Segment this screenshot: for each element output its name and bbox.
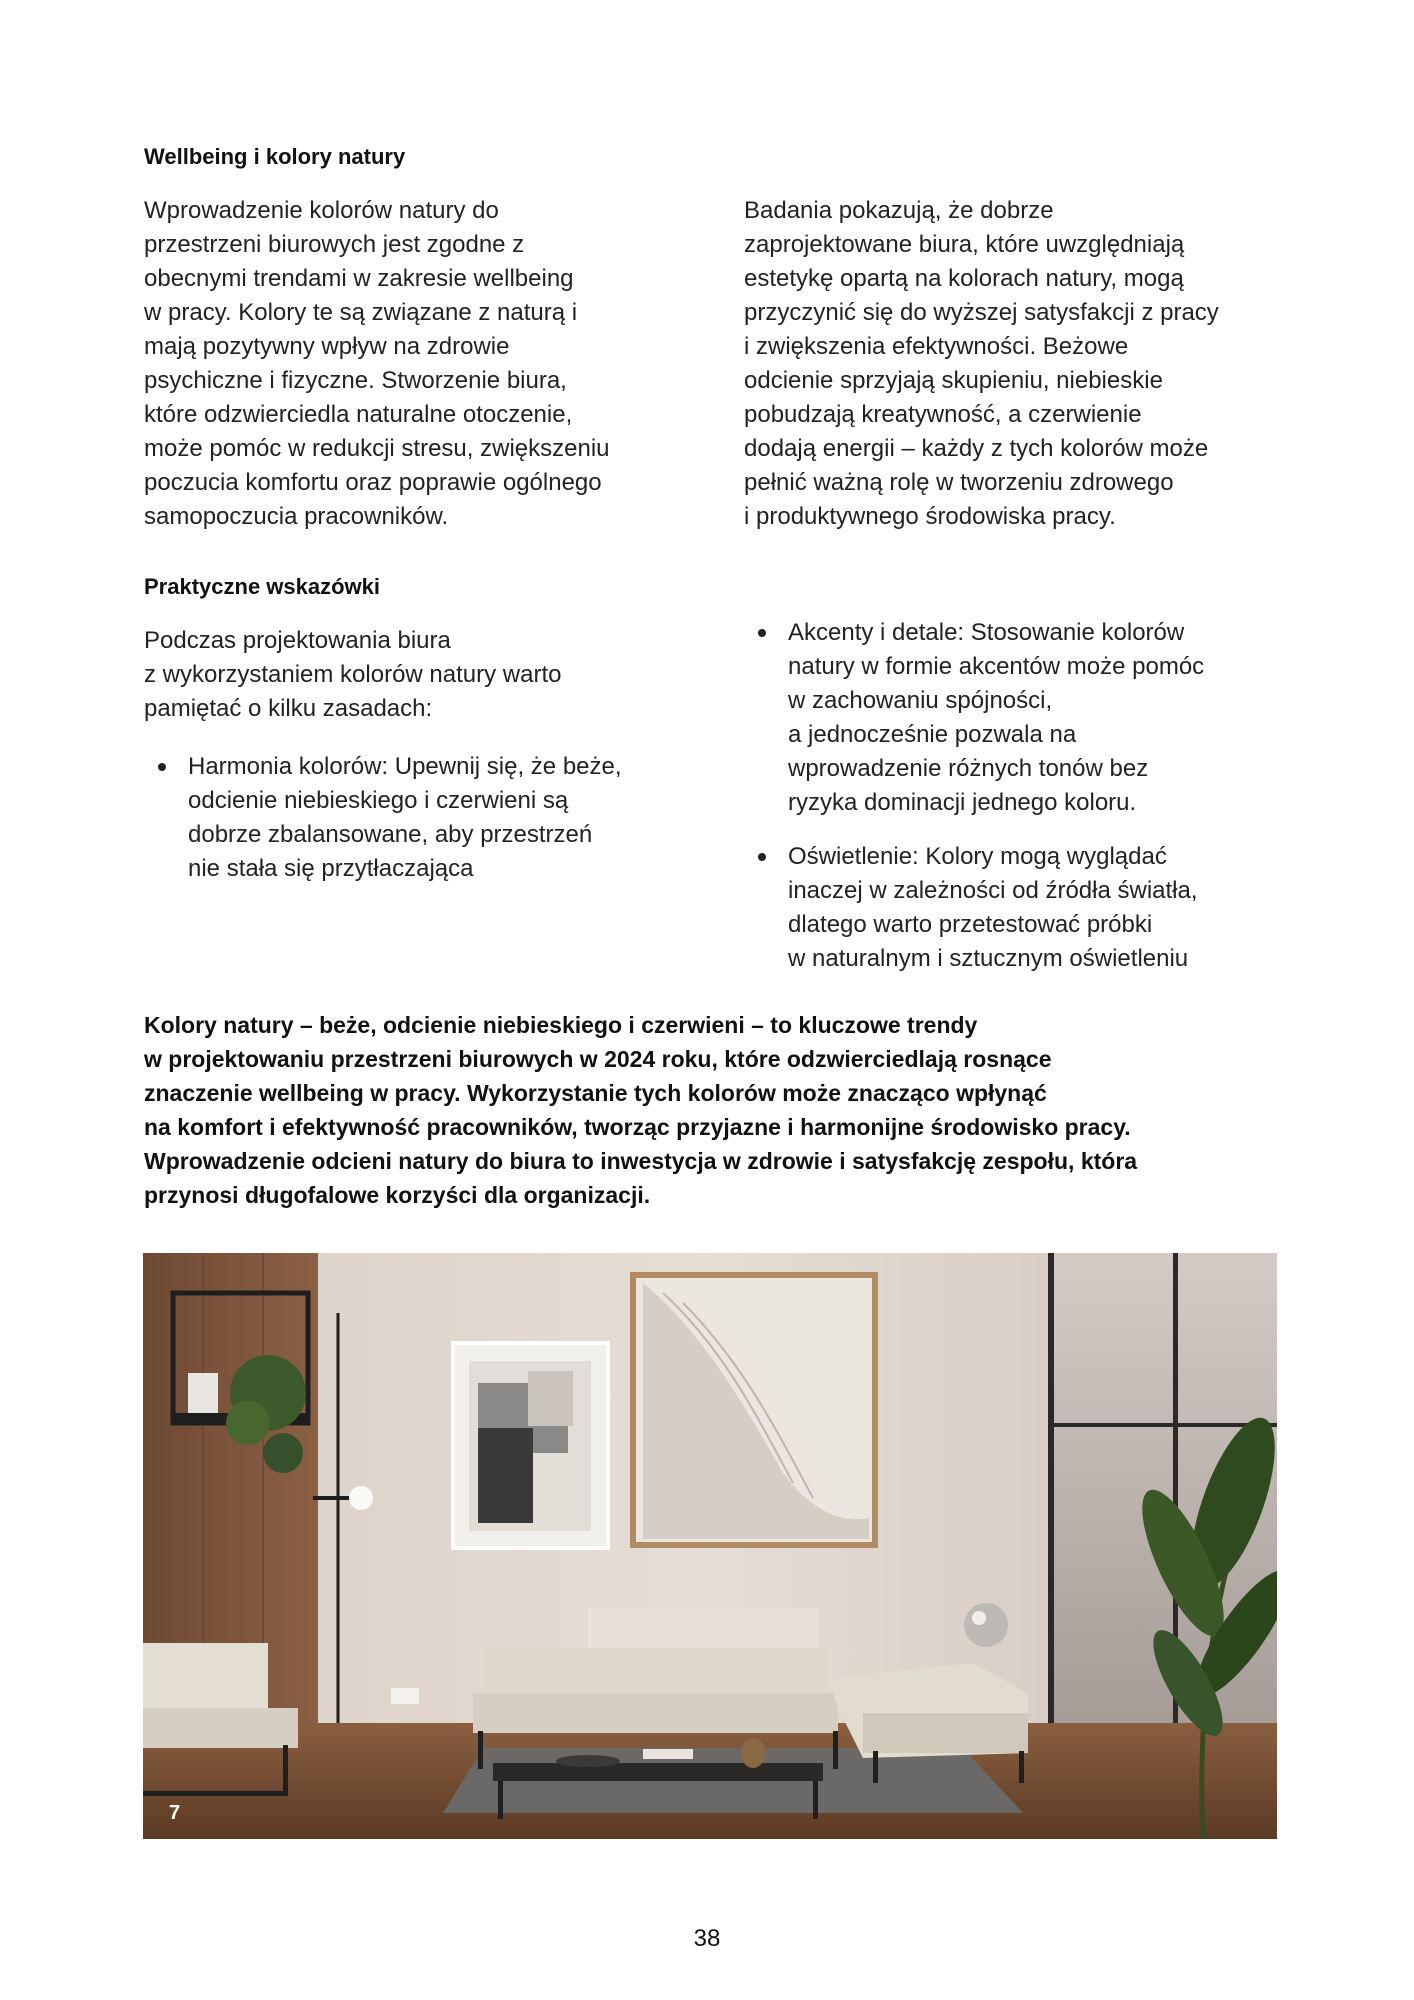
text-line: przynosi długofalowe korzyści dla organizacji.	[144, 1182, 651, 1208]
text-line: obecnymi trendami w zakresie wellbeing	[144, 265, 574, 292]
text-line: Podczas projektowania biura	[144, 627, 451, 654]
text-line: w pracy. Kolory te są związane z naturą i	[144, 299, 578, 326]
text-line: psychiczne i fizyczne. Stworzenie biura,	[144, 367, 567, 394]
office-lounge-illustration	[143, 1253, 1277, 1839]
text-line: pamiętać o kilku zasadach:	[144, 695, 433, 722]
paragraph-wellbeing-left	[144, 194, 704, 534]
page-number: 38	[693, 1925, 721, 1952]
bullet-line: nie stała się przytłaczająca	[188, 855, 474, 882]
bullet-line: w naturalnym i sztucznym oświetleniu	[788, 945, 1189, 972]
bullet-line: natury w formie akcentów może pomóc	[788, 653, 1205, 680]
photo-label: 7	[169, 1802, 181, 1824]
section-heading-wellbeing: Wellbeing i kolory natury	[144, 144, 406, 169]
text-line: i zwiększenia efektywności. Beżowe	[744, 333, 1129, 360]
text-line: odcienie sprzyjają skupieniu, niebieskie	[744, 367, 1163, 394]
text-line: dodają energii – każdy z tych kolorów może	[744, 435, 1209, 462]
text-line: pełnić ważną rolę w tworzeniu zdrowego	[744, 469, 1174, 496]
text-line: przestrzeni biurowych jest zgodne z	[144, 231, 525, 258]
text-line: które odzwierciedla naturalne otoczenie,	[144, 401, 573, 428]
bullet-line: wprowadzenie różnych tonów bez	[788, 755, 1149, 782]
bullet-line: Harmonia kolorów: Upewnij się, że beże,	[188, 753, 622, 780]
bullet-item	[744, 616, 1284, 820]
office-lounge-photo	[143, 1253, 1277, 1839]
text-line: poczucia komfortu oraz poprawie ogólnego	[144, 469, 602, 496]
text-line: Wprowadzenie kolorów natury do	[144, 197, 499, 224]
text-line: samopoczucia pracowników.	[144, 503, 449, 530]
text-line: z wykorzystaniem kolorów natury warto	[144, 661, 562, 688]
bullet-line: dlatego warto przetestować próbki	[788, 911, 1153, 938]
text-line: i produktywnego środowiska pracy.	[744, 503, 1116, 530]
section-heading-tips: Praktyczne wskazówki	[144, 574, 381, 599]
text-line: może pomóc w redukcji stresu, zwiększeniu	[144, 435, 610, 462]
summary-paragraph	[144, 1008, 1284, 1212]
bullet-line: ryzyka dominacji jednego koloru.	[788, 789, 1137, 816]
bullet-item	[144, 750, 704, 886]
bullet-line: w zachowaniu spójności,	[788, 687, 1053, 714]
bullet-line: dobrze zbalansowane, aby przestrzeń	[188, 821, 593, 848]
bullet-line: odcienie niebieskiego i czerwieni są	[188, 787, 569, 814]
text-line: pobudzają kreatywność, a czerwienie	[744, 401, 1142, 428]
bullet-list-right	[744, 616, 1284, 996]
bullet-item	[744, 840, 1284, 976]
text-line: Kolory natury – beże, odcienie niebieskiego i czerwieni – to kluczowe trendy	[144, 1012, 978, 1038]
text-line: mają pozytywny wpływ na zdrowie	[144, 333, 510, 360]
paragraph-wellbeing-right	[744, 194, 1284, 534]
text-line: Badania pokazują, że dobrze	[744, 197, 1054, 224]
text-line: na komfort i efektywność pracowników, tworząc przyjazne i harmonijne środowisko pracy.	[144, 1114, 1131, 1140]
paragraph-tips-intro	[144, 624, 704, 726]
text-line: w projektowaniu przestrzeni biurowych w 2024 roku, które odzwierciedlają rosnące	[144, 1046, 1052, 1072]
text-line: zaprojektowane biura, które uwzględniają	[744, 231, 1185, 258]
bullet-line: Akcenty i detale: Stosowanie kolorów	[788, 619, 1185, 646]
text-line: znaczenie wellbeing w pracy. Wykorzystanie tych kolorów może znacząco wpłynąć	[144, 1080, 1047, 1106]
bullet-list-left	[144, 750, 704, 906]
bullet-line: inaczej w zależności od źródła światła,	[788, 877, 1198, 904]
bullet-line: a jednocześnie pozwala na	[788, 721, 1077, 748]
text-line: przyczynić się do wyższej satysfakcji z pracy	[744, 299, 1219, 326]
bullet-line: Oświetlenie: Kolory mogą wyglądać	[788, 843, 1167, 870]
text-line: Wprowadzenie odcieni natury do biura to inwestycja w zdrowie i satysfakcję zespołu, która	[144, 1148, 1138, 1174]
text-line: estetykę opartą na kolorach natury, mogą	[744, 265, 1184, 292]
